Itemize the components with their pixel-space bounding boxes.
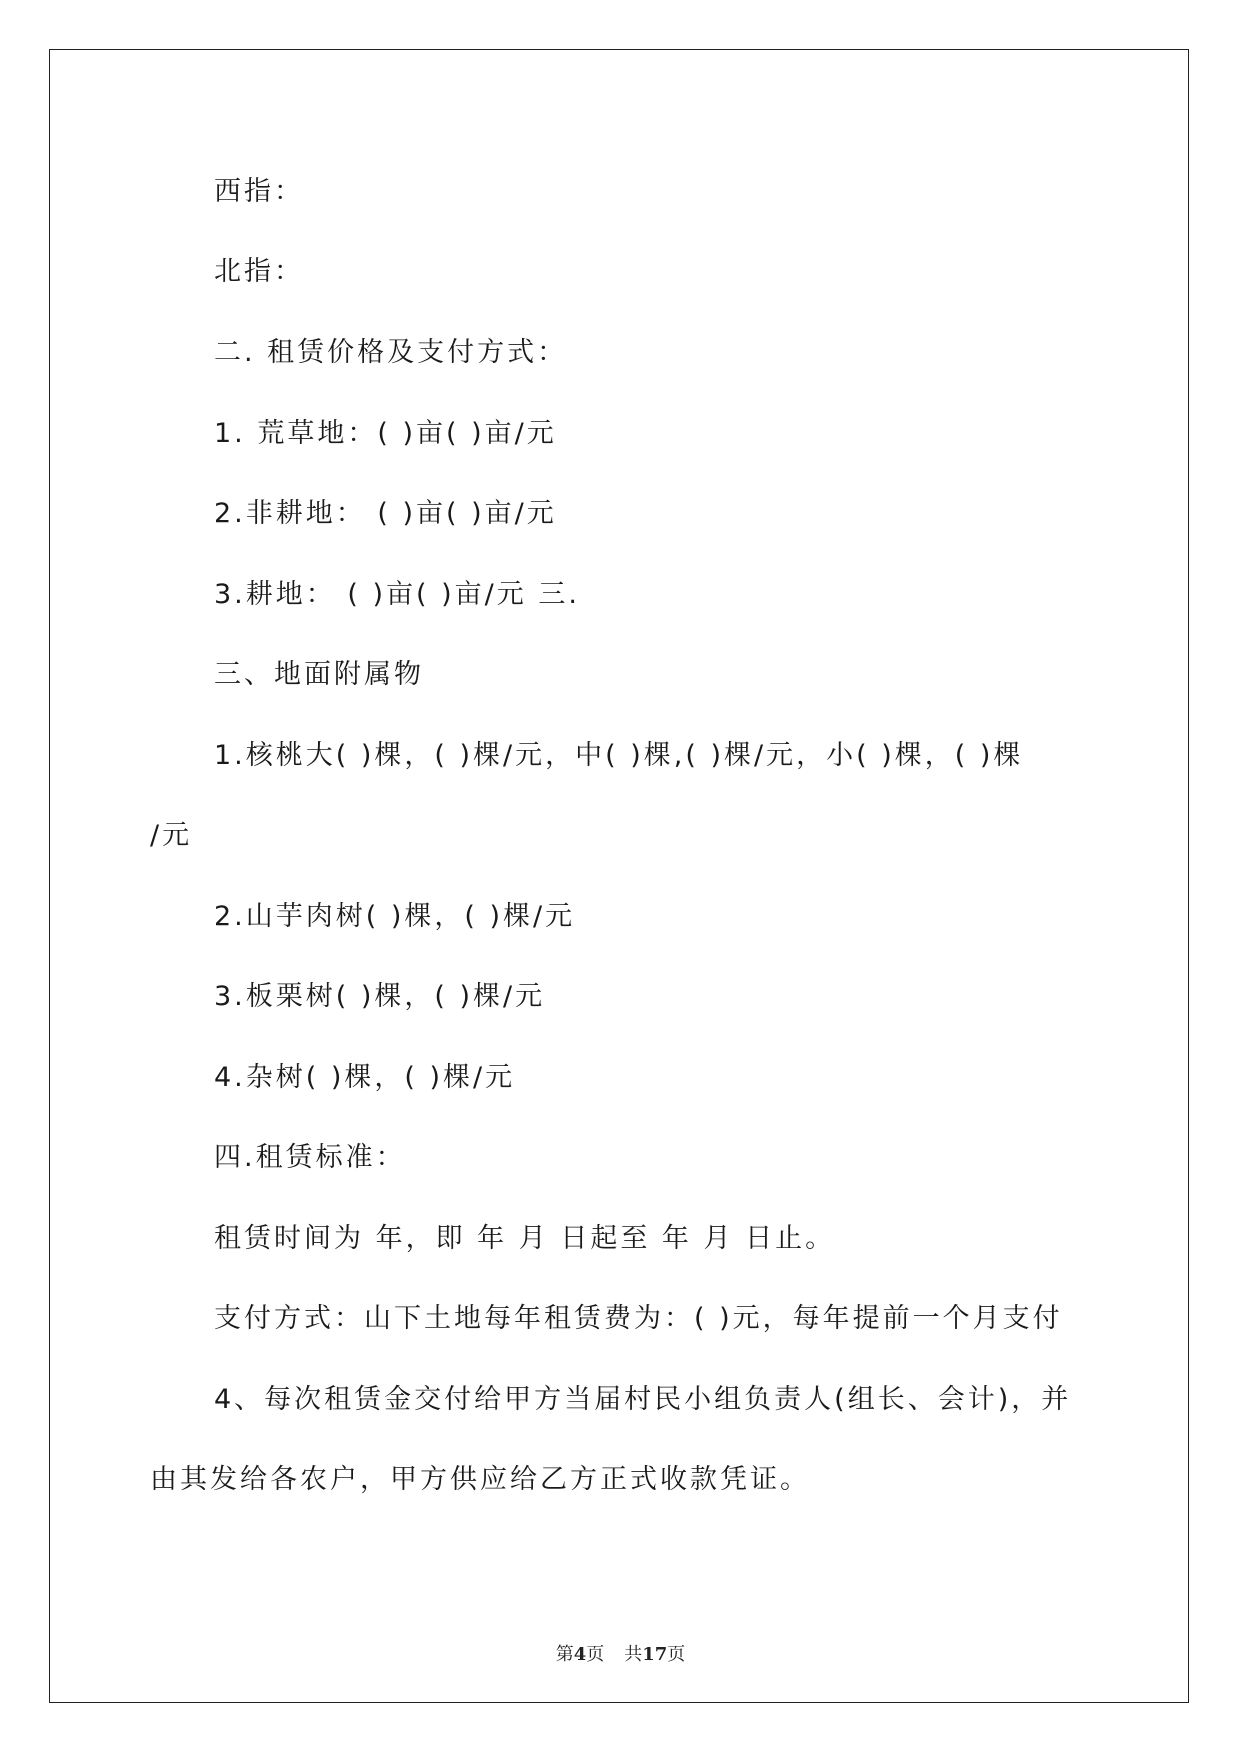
footer-page-suffix: 页 [586,1644,605,1665]
text-line-walnut-cont: /元 [150,820,193,851]
footer-page-prefix: 第 [555,1644,574,1665]
text-line-rent-delivery: 4、每次租赁金交付给甲方当届村民小组负责人(组长、会计)，并 [214,1384,1072,1415]
section-heading-standard: 四.租赁标准： [214,1142,406,1173]
footer-total-prefix: 共 [624,1644,643,1665]
text-line-lease-term: 租赁时间为 年，即 年 月 日起至 年 月 日止。 [214,1223,836,1254]
footer-page-number: 4 [573,1644,587,1665]
text-line-north: 北指： [214,256,304,287]
page-footer [0,1640,1241,1666]
section-heading-price: 二. 租赁价格及支付方式： [214,337,568,368]
text-line-non-arable: 2.非耕地： ( )亩( )亩/元 [214,498,557,529]
text-line-wasteland: 1. 荒草地：( )亩( )亩/元 [214,418,557,449]
footer-total-number: 17 [642,1644,668,1665]
section-heading-attachments: 三、地面附属物 [214,659,424,690]
text-line-receipt: 由其发给各农户，甲方供应给乙方正式收款凭证。 [150,1464,810,1495]
page-border [49,49,1189,1703]
text-line-west: 西指： [214,176,304,207]
text-line-payment: 支付方式：山下土地每年租赁费为：( )元，每年提前一个月支付 [214,1303,1063,1334]
text-line-arable: 3.耕地： ( )亩( )亩/元 三. [214,579,580,610]
text-line-chestnut: 3.板栗树( )棵，( )棵/元 [214,981,546,1012]
text-line-walnut: 1.核桃大( )棵，( )棵/元，中( )棵,( )棵/元，小( )棵，( )棵 [214,740,1024,771]
text-line-cornel: 2.山芋肉树( )棵，( )棵/元 [214,901,576,932]
text-line-misc-trees: 4.杂树( )棵，( )棵/元 [214,1062,516,1093]
footer-total-suffix: 页 [667,1644,686,1665]
